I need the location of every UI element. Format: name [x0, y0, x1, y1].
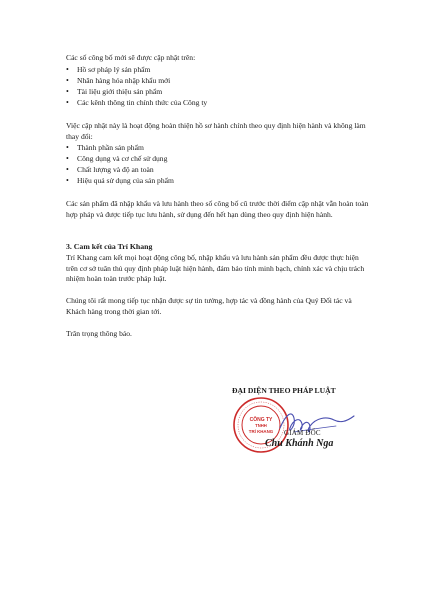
director-name: Chu Khánh Nga: [265, 438, 334, 449]
legal-representative-label: ĐẠI DIỆN THEO PHÁP LUẬT: [232, 386, 336, 395]
svg-text:CÔNG TY: CÔNG TY: [249, 417, 273, 423]
update-intro: Các số công bố mới sẽ được cập nhật trên:: [66, 53, 196, 62]
list-item: • Hiệu quả sử dụng của sản phẩm: [66, 175, 372, 186]
closing-line: Trân trọng thông báo.: [66, 329, 132, 338]
thanks-paragraph: Chúng tôi rất mong tiếp tục nhận được sự tin tưởng, hợp tác và đồng hành của Quý Đối tác và Khách hàng trong thời gian tới.: [66, 296, 352, 316]
section-3-heading: 3. Cam kết của Trí Khang: [66, 242, 153, 251]
director-title: GIÁM ĐỐC: [284, 429, 321, 437]
svg-text:TNHH: TNHH: [255, 423, 267, 428]
list-item: • Nhãn hàng hóa nhập khẩu mới: [66, 75, 372, 86]
section-3-body: Trí Khang cam kết mọi hoạt động công bố, nhập khẩu và lưu hành sản phẩm đều được thực hiện trên cơ sở tuân thủ quy định pháp luật hiện hành, đảm bảo tính minh bạch, chính xác và chịu trách nhiệm hoàn toàn trước pháp luật.: [66, 253, 365, 284]
list-item: • Công dụng và cơ chế sử dụng: [66, 153, 372, 164]
list-item: • Tài liệu giới thiệu sản phẩm: [66, 86, 372, 97]
list-item: • Hồ sơ pháp lý sản phẩm: [66, 64, 372, 75]
list-item: • Các kênh thông tin chính thức của Công ty: [66, 97, 372, 108]
imported-products-paragraph: Các sản phẩm đã nhập khẩu và lưu hành theo số công bố cũ trước thời điểm cập nhật vẫn hoàn toàn hợp pháp và được tiếp tục lưu hành, sử dụng đến hết hạn dùng theo quy định hiện hành.: [66, 199, 369, 219]
update-list: [66, 64, 372, 108]
no-change-list: [66, 142, 372, 186]
list-item: • Thành phần sản phẩm: [66, 142, 372, 153]
svg-text:TRÍ KHANG: TRÍ KHANG: [248, 429, 274, 434]
list-item: • Chất lượng và độ an toàn: [66, 164, 372, 175]
no-change-paragraph: Việc cập nhật này là hoạt động hoàn thiện hồ sơ hành chính theo quy định hiện hành và không làm thay đổi:: [66, 121, 366, 141]
